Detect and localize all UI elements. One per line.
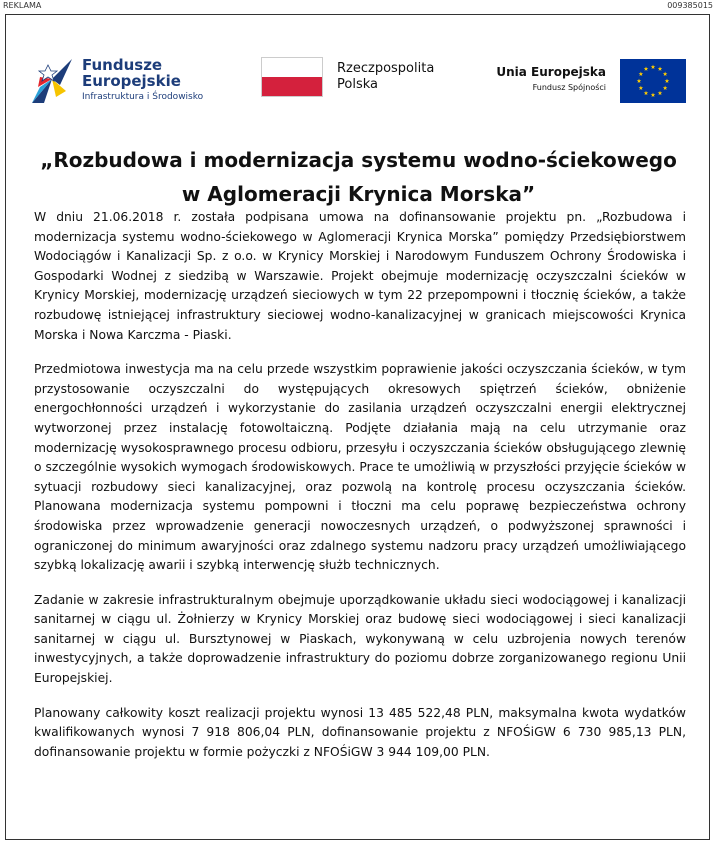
top-bar <box>0 0 717 12</box>
paragraph: Planowany całkowity koszt realizacji projektu wynosi 13 485 522,48 PLN, maksymalna kwota wydatków kwalifikowanych wynosi 7 918 806,04 PLN, dofinansowanie projektu z NFOŚiGW 6 730 985,13 PLN, dofinansowanie projektu w formie pożyczki z NFOŚiGW 3 944 109,00 PLN. <box>34 705 686 759</box>
rp-line1: Rzeczpospolita <box>337 61 435 76</box>
logo-strip <box>6 45 711 115</box>
title-line1: „Rozbudowa i modernizacja systemu wodno-ściekowego <box>40 148 677 172</box>
fundusze-europejskie-icon <box>30 57 74 105</box>
ue-line2: Fundusz Spójności <box>532 83 606 92</box>
fundusze-europejskie-logo <box>30 55 230 105</box>
fundusze-line3: Infrastruktura i Środowisko <box>82 92 204 102</box>
ad-label: REKLAMA <box>3 1 42 10</box>
paragraph: Przedmiotowa inwestycja ma na celu przede wszystkim poprawienie jakości oczyszczania ścieków, w tym przystosowanie oczyszczalni do występujących okresowych spiętrzeń ścieków, obniżenie energochłonności urządzeń i wykorzystanie do zasilania urządzeń oczyszczalni energii elektrycznej wytworzonej przez instalację fotowoltaiczną. Podjęte działania mają na celu utrzymanie oraz modernizację wysokosprawnego procesu odbioru, przesyłu i oczyszczania ścieków obsługującego zlewnię o szczególnie wysokich wymogach środowiskowych. Prace te umożliwią w przyszłości przyjęcie ścieków w sytuacji rozbudowy sieci kanalizacyjnej, oraz pozwolą na kontrolę procesu oczyszczania ścieków. Planowana modernizacja systemu pompowni i tłoczni ma celu poprawę bezpieczeństwa ochrony środowiska przez wprowadzenie generacji nowoczesnych urządzeń, o podwyższonej sprawności i ograniczonej do minimum awaryjności oraz zdalnego systemu nadzoru pracy urządzeń umożliwiającego szybką lokalizację awarii i szybką interwencję służb technicznych. <box>34 362 686 573</box>
title-line2: w Aglomeracji Krynica Morska” <box>181 182 536 206</box>
paragraph: Zadanie w zakresie infrastrukturalnym obejmuje uporządkowanie układu sieci wodociągowej i kanalizacji sanitarnej w ciągu ul. Żołnierzy w Krynicy Morskiej oraz budowę sieci wodociągowej i sieci kanalizacji sanitarnej w ciągu ul. Bursztynowej w Piaskach, wykonywaną w celu uzbrojenia nowych terenów inwestycyjnych, a także doprowadzenie infrastruktury do poziomu dobrze zorganizowanego regionu Unii Europejskiej. <box>34 592 686 686</box>
ad-id: 009385015 <box>667 1 713 10</box>
article-body <box>34 208 686 777</box>
page-title <box>26 143 691 211</box>
ue-line1: Unia Europejska <box>496 65 606 79</box>
rp-line2: Polska <box>337 77 378 92</box>
fundusze-line2: Europejskie <box>82 72 181 90</box>
eu-flag-icon <box>620 59 686 103</box>
unia-europejska-logo <box>496 55 696 105</box>
ad-frame <box>5 14 710 840</box>
polish-flag-icon <box>261 57 323 97</box>
rzeczpospolita-polska-logo <box>261 57 451 103</box>
paragraph: W dniu 21.06.2018 r. została podpisana umowa na dofinansowanie projektu pn. „Rozbudowa i modernizacja systemu wodno-ściekowego w Aglomeracji Krynica Morska” pomiędzy Przedsiębiorstwem Wodociągów i Kanalizacji Sp. z o.o. w Krynicy Morskiej i Narodowym Funduszem Ochrony Środowiska i Gospodarki Wodnej z siedzibą w Warszawie. Projekt obejmuje modernizację oczyszczalni ścieków w Krynicy Morskiej, modernizację urządzeń sieciowych w tym 22 przepompowni i tłocznię ścieków, a także rozbudowę istniejącej infrastruktury sieciowej wodno-kanalizacyjnej w granicach miejscowości Krynica Morska i Nowa Karczma - Piaski. <box>34 210 686 342</box>
fundusze-line1: Fundusze <box>82 56 163 74</box>
